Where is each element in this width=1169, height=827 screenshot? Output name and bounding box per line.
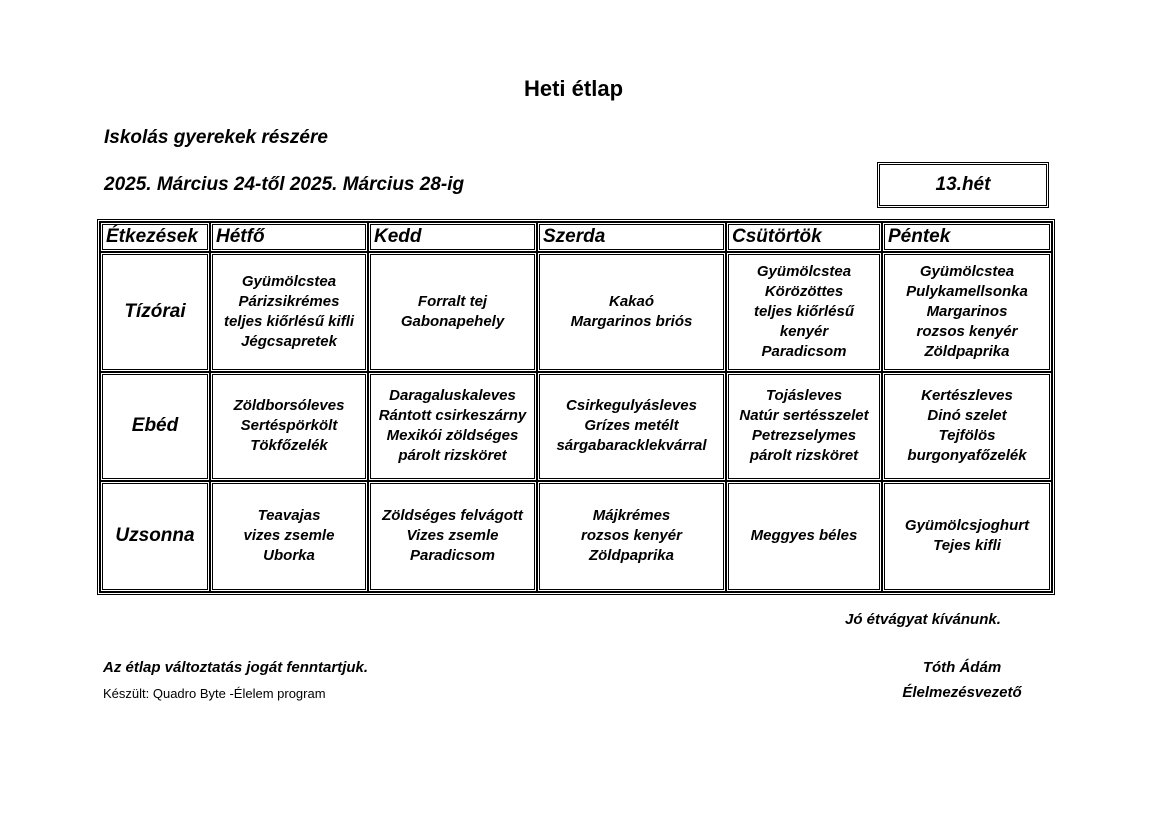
menu-cell-friday [882, 252, 1052, 372]
page-title: Heti étlap [523, 76, 624, 101]
menu-item: Mexikói zöldséges [386, 427, 519, 445]
menu-item: Tökfőzelék [250, 437, 328, 455]
menu-item: vizes zsemle [243, 527, 335, 545]
week-label: 13.hét [935, 174, 991, 195]
menu-item: Sertéspörkölt [240, 417, 338, 435]
menu-item: Tejfölös [938, 427, 996, 445]
table-row [100, 252, 1052, 372]
header-wednesday: Szerda [537, 222, 726, 252]
menu-item: Meggyes béles [750, 527, 858, 545]
menu-cell-monday [210, 481, 368, 592]
menu-cell-friday [882, 481, 1052, 592]
menu-cell-thursday [726, 252, 882, 372]
table-row [100, 481, 1052, 592]
menu-item: Vizes zsemle [406, 527, 499, 545]
menu-item: párolt rizsköret [398, 447, 507, 465]
menu-cell-tuesday [368, 252, 537, 372]
menu-item: Margarinos briós [570, 312, 693, 330]
menu-item: rozsos kenyér [581, 527, 682, 545]
menu-item: Pulykamellsonka [906, 282, 1028, 300]
menu-item: Párizsikrémes [238, 292, 340, 310]
menu-item: Dinó szelet [927, 407, 1007, 425]
menu-item: Gyümölcsjoghurt [904, 517, 1030, 535]
menu-item: Körözöttes [764, 282, 844, 300]
menu-item: Tojásleves [765, 387, 843, 405]
menu-item: Gyümölcstea [241, 272, 337, 290]
menu-item: Daragaluskaleves [389, 387, 516, 405]
header-thursday: Csütörtök [726, 222, 882, 252]
header-row [100, 222, 1052, 252]
menu-item: Zöldpaprika [924, 342, 1010, 360]
meal-name-cell: Tízórai [100, 252, 210, 372]
wish-text: Jó étvágyat kívánunk. [845, 611, 1001, 628]
date-range: 2025. Március 24-től 2025. Március 28-ig [104, 174, 465, 195]
menu-item: Kertészleves [921, 387, 1013, 405]
menu-item: teljes kiőrlésű [753, 302, 855, 320]
menu-item: Natúr sertésszelet [739, 407, 869, 425]
header-meals: Étkezések [100, 222, 210, 252]
menu-item: Zöldpaprika [588, 547, 674, 565]
week-label-box [877, 162, 1049, 208]
menu-item: párolt rizsköret [749, 447, 859, 465]
reserve-note: Az étlap változtatás jogát fenntartjuk. [103, 659, 369, 676]
header-friday: Péntek [882, 222, 1052, 252]
menu-item: Jégcsapretek [241, 332, 337, 350]
made-with-note: Készült: Quadro Byte -Élelem program [103, 686, 326, 701]
menu-cell-monday [210, 372, 368, 481]
menu-item: teljes kiőrlésű kifli [223, 312, 355, 330]
menu-item: Uborka [263, 547, 315, 565]
menu-cell-monday [210, 252, 368, 372]
menu-item: Májkrémes [592, 507, 671, 525]
menu-item: kenyér [779, 322, 829, 340]
menu-item: Zöldséges felvágott [382, 507, 523, 525]
signer-name: Tóth Ádám [922, 659, 1002, 676]
menu-item: Margarinos [926, 302, 1008, 320]
menu-item: rozsos kenyér [916, 322, 1018, 340]
weekly-menu-table [97, 219, 1055, 595]
menu-item: Grízes metélt [584, 417, 679, 435]
menu-item: Gabonapehely [400, 312, 505, 330]
menu-item: Tejes kifli [933, 537, 1001, 555]
menu-item: burgonyafőzelék [907, 447, 1027, 465]
menu-item: Gyümölcstea [919, 262, 1015, 280]
menu-item: Rántott csirkeszárny [378, 407, 527, 425]
menu-item: Teavajas [257, 507, 321, 525]
signer-role: Élelmezésvezető [902, 684, 1022, 701]
menu-cell-thursday [726, 372, 882, 481]
menu-item: Zöldborsóleves [233, 397, 345, 415]
menu-item: Forralt tej [417, 292, 488, 310]
menu-cell-wednesday [537, 372, 726, 481]
menu-item: Kakaó [608, 292, 655, 310]
header-monday: Hétfő [210, 222, 368, 252]
menu-cell-wednesday [537, 481, 726, 592]
menu-item: sárgabaracklekvárral [556, 437, 707, 455]
menu-item: Petrezselymes [751, 427, 857, 445]
header-tuesday: Kedd [368, 222, 537, 252]
menu-item: Gyümölcstea [756, 262, 852, 280]
page-subtitle: Iskolás gyerekek részére [104, 127, 328, 148]
menu-cell-friday [882, 372, 1052, 481]
menu-cell-tuesday [368, 481, 537, 592]
meal-name-cell: Uzsonna [100, 481, 210, 592]
menu-item: Csirkegulyásleves [566, 397, 697, 415]
menu-item: Paradicsom [409, 547, 496, 565]
table-row [100, 372, 1052, 481]
menu-item: Paradicsom [761, 342, 847, 360]
menu-cell-wednesday [537, 252, 726, 372]
meal-name-cell: Ebéd [100, 372, 210, 481]
menu-cell-thursday [726, 481, 882, 592]
menu-cell-tuesday [368, 372, 537, 481]
